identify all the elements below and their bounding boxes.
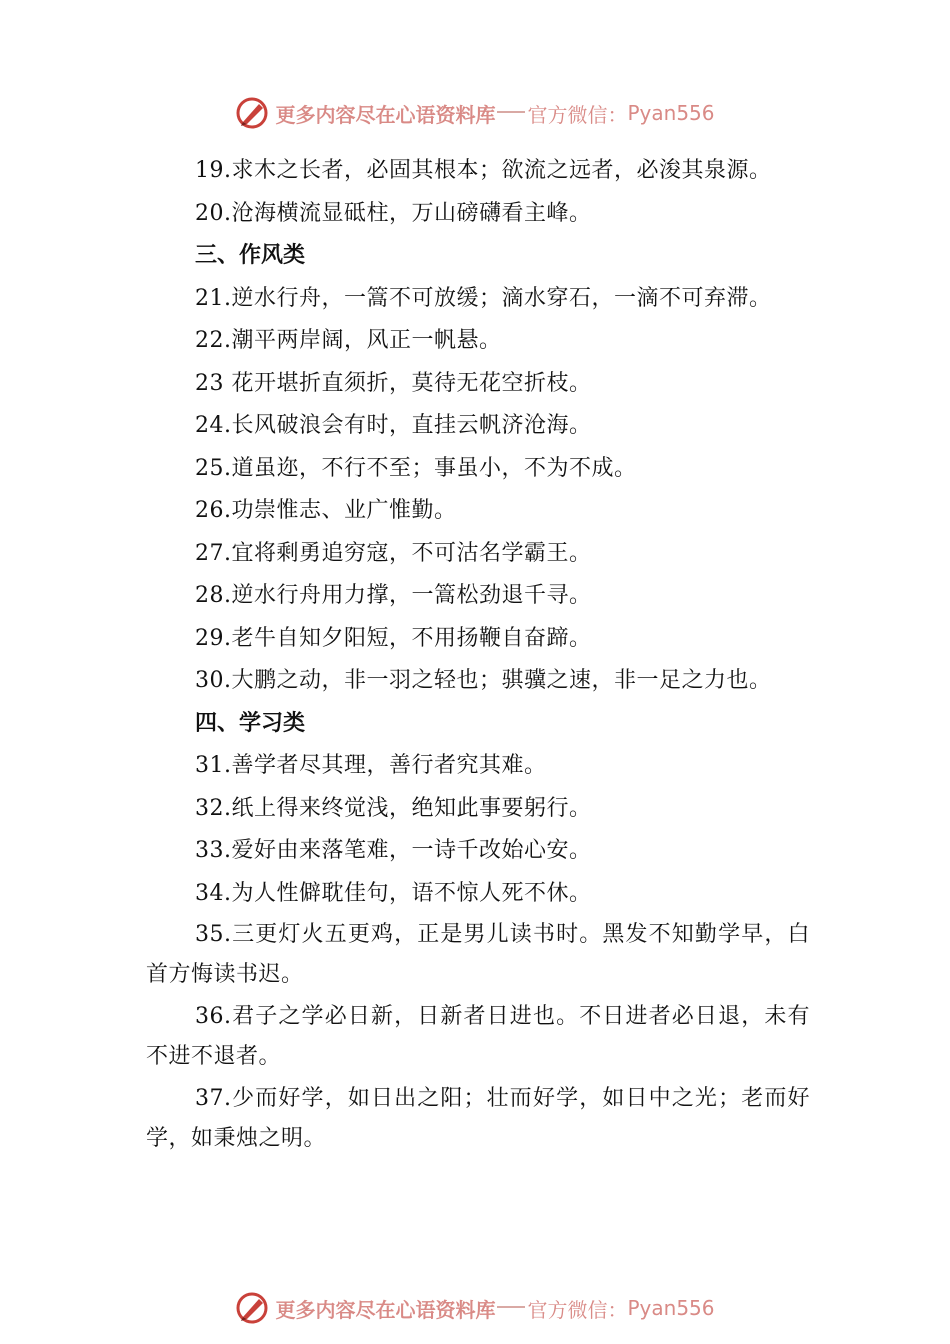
text-paragraph: 37.少而好学，如日出之阳；壮而好学，如日中之光；老而好学，如秉烛之明。 — [146, 1086, 810, 1151]
document-body — [146, 150, 810, 1161]
header-main-text: 更多内容尽在心语资料库 — [275, 102, 496, 127]
text-line: 32.纸上得来终觉浅，绝知此事要躬行。 — [195, 795, 592, 821]
pen-logo-icon — [235, 1291, 269, 1325]
header-dash — [497, 111, 525, 113]
footer-banner — [0, 1288, 950, 1328]
text-line: 23 花开堪折直须折，莫待无花空折枝。 — [195, 370, 592, 396]
text-line: 33.爱好由来落笔难，一诗千改始心安。 — [195, 838, 592, 863]
text-line: 24.长风破浪会有时，直挂云帆济沧海。 — [195, 413, 592, 438]
header-banner — [0, 93, 950, 133]
footer-main-text: 更多内容尽在心语资料库 — [275, 1297, 496, 1322]
text-line: 27.宜将剩勇追穷寇，不可沽名学霸王。 — [195, 540, 592, 566]
text-line: 22.潮平两岸阔，风正一帆悬。 — [195, 328, 502, 353]
footer-dash — [497, 1306, 525, 1308]
text-line: 34.为人性僻耽佳句，语不惊人死不休。 — [195, 880, 592, 906]
section-heading: 四、学习类 — [195, 710, 306, 736]
text-line: 20.沧海横流显砥柱，万山磅礴看主峰。 — [195, 200, 592, 226]
text-line: 28.逆水行舟用力撑，一篙松劲退千寻。 — [195, 583, 592, 608]
text-line: 21.逆水行舟，一篙不可放缓；滴水穿石，一滴不可弃滞。 — [195, 285, 772, 311]
text-line: 26.功崇惟志、业广惟勤。 — [195, 498, 457, 523]
text-paragraph: 35.三更灯火五更鸡，正是男儿读书时。黑发不知勤学早，白首方悔读书迟。 — [146, 922, 810, 987]
text-line: 30.大鹏之动，非一羽之轻也；骐骥之速，非一足之力也。 — [195, 668, 772, 693]
header-wechat-id: Pyan556 — [627, 101, 715, 125]
text-line: 29.老牛自知夕阳短，不用扬鞭自奋蹄。 — [195, 625, 592, 651]
footer-sub-text: 官方微信： — [527, 1297, 628, 1322]
text-line: 25.道虽迩，不行不至；事虽小，不为不成。 — [195, 455, 637, 481]
text-line: 19.求木之长者，必固其根本；欲流之远者，必浚其泉源。 — [195, 158, 772, 183]
header-sub-text: 官方微信： — [527, 102, 628, 127]
footer-wechat-id: Pyan556 — [627, 1296, 715, 1320]
section-heading: 三、作风类 — [195, 243, 306, 268]
text-paragraph: 36.君子之学必日新，日新者日进也。不日进者必日退，未有不进不退者。 — [146, 1004, 810, 1069]
text-line: 31.善学者尽其理，善行者究其难。 — [195, 753, 547, 778]
pen-logo-icon — [235, 96, 269, 130]
